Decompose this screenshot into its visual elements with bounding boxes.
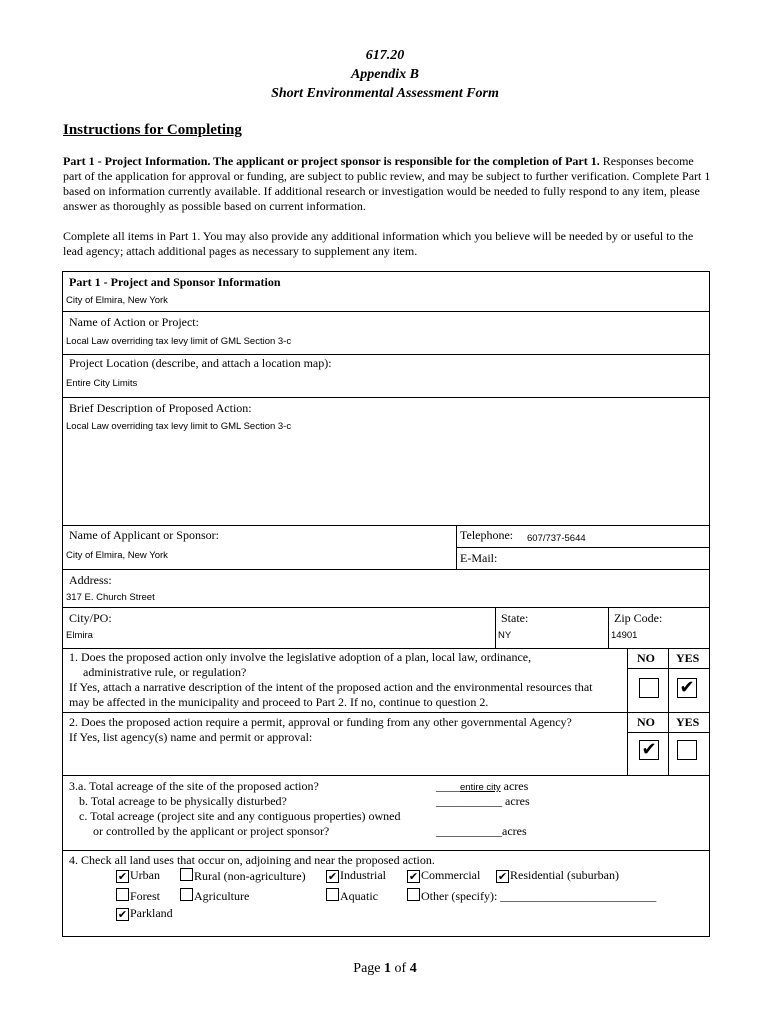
question-2: 2. Does the proposed action require a permit, approval or funding from any other governmental Agency? If Yes, list agency(s) name and permit or approval:	[69, 715, 572, 744]
commercial-checkbox[interactable]: ✔	[408, 870, 419, 883]
form-title: Short Environmental Assessment Form	[271, 86, 499, 101]
action-label: Name of Action or Project:	[69, 315, 199, 329]
location-label: Project Location (describe, and attach a location map):	[69, 356, 332, 370]
landuse-aquatic[interactable]: Aquatic	[326, 888, 378, 904]
sponsor-top-value: City of Elmira, New York	[66, 295, 168, 306]
aquatic-checkbox[interactable]	[326, 888, 339, 901]
page-number: 1	[384, 961, 392, 976]
question-3c-line1: c. Total acreage (project site and any contiguous properties) owned	[79, 809, 401, 823]
question-1: 1. Does the proposed action only involve the legislative adoption of a plan, local law, ordinance, administrative rule, or regulation? If Yes, attach a narrative description of the intent of the proposed action and the environmental resources that may be affected in the municipality and proceed to Part 2. If no, continue to question 2.	[69, 650, 593, 709]
question-3a: 3.a. Total acreage of the site of the proposed action?	[69, 779, 319, 793]
forest-checkbox[interactable]	[116, 888, 129, 901]
industrial-checkbox[interactable]: ✔	[327, 870, 338, 883]
section-title: Part 1 - Project and Sponsor Information	[69, 275, 281, 289]
landuse-commercial[interactable]: ✔ Commercial	[408, 868, 481, 883]
landuse-residential[interactable]: ✔ Residential (suburban)	[497, 868, 619, 883]
telephone-label: Telephone:	[460, 528, 514, 542]
landuse-other[interactable]: Other (specify): __________________________	[407, 888, 656, 904]
state-label: State:	[501, 611, 529, 625]
agriculture-checkbox[interactable]	[180, 888, 193, 901]
landuse-agriculture[interactable]: Agriculture	[180, 888, 249, 904]
instructions-paragraph-1	[63, 154, 713, 214]
q3b-answer[interactable]: ___________ acres	[436, 794, 530, 808]
instructions-paragraph-2: Complete all items in Part 1. You may also provide any additional information which you believe will be needed by or useful to the lead agency; attach additional pages as necessary to supplement any item.	[63, 229, 694, 258]
q3c-answer[interactable]: ___________acres	[436, 824, 527, 838]
zip-field[interactable]: 14901	[611, 630, 638, 641]
part1-intro-text: Responses become part of the application for approval or funding, are subject to public review, and may be subject to further verification. Complete Part 1 based on information currently available. If additional research or investigation would be needed to fully respond to any item, please answer as thoroughly as possible based on current information.	[63, 154, 711, 213]
q2-no-checkbox[interactable]: ✔	[639, 740, 659, 760]
applicant-field[interactable]: City of Elmira, New York	[66, 550, 168, 561]
telephone-field[interactable]: 607/737-5644	[527, 533, 586, 544]
landuse-rural[interactable]: Rural (non-agriculture)	[180, 868, 306, 884]
landuse-industrial[interactable]: ✔ Industrial	[327, 868, 386, 883]
address-field[interactable]: 317 E. Church Street	[66, 592, 155, 603]
appendix-label: Appendix B	[350, 67, 420, 82]
parkland-checkbox[interactable]: ✔	[117, 908, 128, 921]
landuse-parkland[interactable]: ✔ Parkland	[117, 906, 173, 921]
form-header	[0, 46, 770, 103]
landuse-forest[interactable]: Forest	[116, 888, 160, 904]
city-label: City/PO:	[69, 611, 112, 625]
question-3c-line2: or controlled by the applicant or project sponsor?	[93, 824, 330, 838]
instructions-title: Instructions for Completing	[63, 122, 242, 138]
applicant-label: Name of Applicant or Sponsor:	[69, 528, 219, 542]
description-label: Brief Description of Proposed Action:	[69, 401, 252, 415]
q3a-value: entire city	[460, 782, 501, 793]
landuse-urban[interactable]: ✔ Urban	[117, 868, 160, 883]
email-label: E-Mail:	[460, 551, 498, 565]
urban-checkbox[interactable]: ✔	[117, 870, 128, 883]
address-label: Address:	[69, 573, 112, 587]
city-field[interactable]: Elmira	[66, 630, 93, 641]
q3a-answer[interactable]: ____entire city acres	[436, 779, 529, 793]
zip-label: Zip Code:	[614, 611, 663, 625]
q2-yes-header: YES	[676, 715, 700, 729]
question-4-title: 4. Check all land uses that occur on, adjoining and near the proposed action.	[69, 853, 435, 867]
state-field[interactable]: NY	[498, 630, 512, 641]
description-field[interactable]: Local Law overriding tax levy limit to GML Section 3-c	[66, 421, 292, 432]
q2-no-header: NO	[637, 715, 655, 729]
action-name-field[interactable]: Local Law overriding tax levy limit of GML Section 3-c	[66, 336, 292, 347]
part1-form	[62, 271, 710, 937]
residential-checkbox[interactable]: ✔	[497, 870, 508, 883]
location-field[interactable]: Entire City Limits	[66, 378, 138, 389]
q1-yes-header: YES	[676, 651, 700, 665]
q1-no-checkbox[interactable]	[639, 678, 659, 698]
q1-no-header: NO	[637, 651, 655, 665]
page-footer: Page 1 of 4	[353, 961, 417, 976]
page-total: 4	[409, 961, 417, 976]
other-checkbox[interactable]	[407, 888, 420, 901]
form-number: 617.20	[365, 48, 405, 63]
q2-yes-checkbox[interactable]	[677, 740, 697, 760]
part1-intro-bold: Part 1 - Project Information. The applicant or project sponsor is responsible for the completion of Part 1.	[63, 154, 600, 168]
q1-yes-checkbox[interactable]: ✔	[677, 678, 697, 698]
rural-checkbox[interactable]	[180, 868, 193, 881]
question-3b: b. Total acreage to be physically disturbed?	[79, 794, 287, 808]
